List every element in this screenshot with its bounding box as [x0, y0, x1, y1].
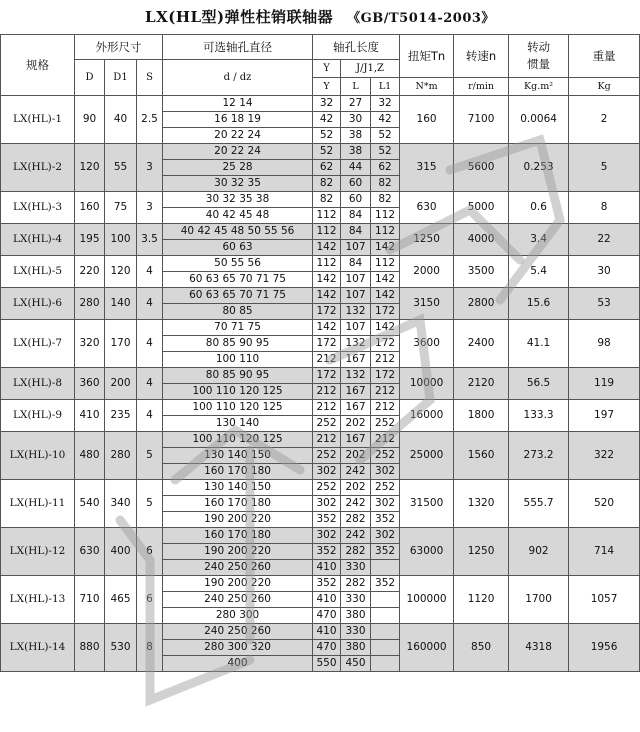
- header-S: S: [137, 60, 163, 96]
- length-l1-cell: 352: [371, 576, 400, 592]
- table-row: [1, 480, 640, 496]
- header-D1: D1: [105, 60, 137, 96]
- outer-s-cell: 8: [137, 624, 163, 672]
- inertia-cell: 0.0064: [509, 96, 569, 144]
- bore-cell: 160 170 180: [163, 496, 313, 512]
- bore-cell: 280 300 320: [163, 640, 313, 656]
- length-y-cell: 172: [313, 304, 341, 320]
- length-y-cell: 52: [313, 144, 341, 160]
- title-standard: 《GB/T5014-2003》: [347, 11, 495, 26]
- table-row: [1, 320, 640, 336]
- length-y-cell: 302: [313, 528, 341, 544]
- length-l1-cell: 112: [371, 208, 400, 224]
- weight-cell: 714: [569, 528, 640, 576]
- inertia-cell: 56.5: [509, 368, 569, 400]
- table-row: [1, 400, 640, 416]
- bore-cell: 100 110 120 125: [163, 384, 313, 400]
- spec-cell: LX(HL)-14: [1, 624, 75, 672]
- bore-cell: 190 200 220: [163, 576, 313, 592]
- inertia-cell: 4318: [509, 624, 569, 672]
- outer-d1-cell: 40: [105, 96, 137, 144]
- table-row: [1, 624, 640, 640]
- length-l-cell: 380: [341, 640, 371, 656]
- bore-cell: 25 28: [163, 160, 313, 176]
- bore-cell: 280 300: [163, 608, 313, 624]
- length-l-cell: 282: [341, 544, 371, 560]
- bore-cell: 240 250 260: [163, 624, 313, 640]
- header-torque-unit: N*m: [400, 78, 454, 96]
- speed-cell: 1120: [454, 576, 509, 624]
- length-l-cell: 242: [341, 528, 371, 544]
- length-y-cell: 82: [313, 176, 341, 192]
- outer-s-cell: 6: [137, 576, 163, 624]
- length-y-cell: 410: [313, 560, 341, 576]
- outer-d-cell: 160: [75, 192, 105, 224]
- length-y-cell: 142: [313, 240, 341, 256]
- length-l-cell: 84: [341, 208, 371, 224]
- length-y-cell: 212: [313, 352, 341, 368]
- spec-cell: LX(HL)-4: [1, 224, 75, 256]
- bore-cell: 40 42 45 48: [163, 208, 313, 224]
- outer-d-cell: 360: [75, 368, 105, 400]
- length-y-cell: 172: [313, 336, 341, 352]
- inertia-cell: 902: [509, 528, 569, 576]
- outer-d1-cell: 100: [105, 224, 137, 256]
- speed-cell: 2800: [454, 288, 509, 320]
- length-l1-cell: [371, 656, 400, 672]
- length-l-cell: 132: [341, 368, 371, 384]
- length-l-cell: 330: [341, 560, 371, 576]
- outer-d-cell: 630: [75, 528, 105, 576]
- outer-d-cell: 280: [75, 288, 105, 320]
- outer-d1-cell: 55: [105, 144, 137, 192]
- header-inertia-line1: 转动: [527, 40, 551, 54]
- bore-cell: 30 32 35 38: [163, 192, 313, 208]
- length-l-cell: 202: [341, 416, 371, 432]
- length-l1-cell: 142: [371, 320, 400, 336]
- length-l-cell: 450: [341, 656, 371, 672]
- header-speed: 转速n: [454, 35, 509, 78]
- length-y-cell: 112: [313, 224, 341, 240]
- length-l1-cell: 142: [371, 272, 400, 288]
- torque-cell: 1250: [400, 224, 454, 256]
- outer-d-cell: 880: [75, 624, 105, 672]
- header-weight: 重量: [569, 35, 640, 78]
- title-main: LX(HL型)弹性柱销联轴器: [145, 8, 334, 26]
- table-row: [1, 144, 640, 160]
- speed-cell: 4000: [454, 224, 509, 256]
- length-l-cell: 202: [341, 448, 371, 464]
- length-l1-cell: 252: [371, 416, 400, 432]
- outer-s-cell: 4: [137, 320, 163, 368]
- weight-cell: 1057: [569, 576, 640, 624]
- outer-d-cell: 195: [75, 224, 105, 256]
- length-l1-cell: [371, 560, 400, 576]
- speed-cell: 2120: [454, 368, 509, 400]
- table-row: [1, 256, 640, 272]
- length-l-cell: 330: [341, 592, 371, 608]
- outer-d-cell: 710: [75, 576, 105, 624]
- bore-cell: 100 110: [163, 352, 313, 368]
- length-l1-cell: 212: [371, 352, 400, 368]
- table-row: [1, 288, 640, 304]
- outer-d1-cell: 400: [105, 528, 137, 576]
- weight-cell: 119: [569, 368, 640, 400]
- torque-cell: 10000: [400, 368, 454, 400]
- outer-s-cell: 2.5: [137, 96, 163, 144]
- speed-cell: 1250: [454, 528, 509, 576]
- bore-cell: 190 200 220: [163, 544, 313, 560]
- length-l-cell: 38: [341, 128, 371, 144]
- outer-s-cell: 4: [137, 256, 163, 288]
- bore-cell: 130 140: [163, 416, 313, 432]
- outer-d1-cell: 340: [105, 480, 137, 528]
- bore-cell: 20 22 24: [163, 128, 313, 144]
- header-inertia-line2: 惯量: [527, 57, 551, 71]
- length-y-cell: 212: [313, 384, 341, 400]
- bore-cell: 60 63 65 70 71 75: [163, 272, 313, 288]
- torque-cell: 25000: [400, 432, 454, 480]
- bore-cell: 80 85: [163, 304, 313, 320]
- header-torque: 扭矩Tn: [400, 35, 454, 78]
- length-y-cell: 32: [313, 96, 341, 112]
- bore-cell: 160 170 180: [163, 464, 313, 480]
- length-l-cell: 107: [341, 240, 371, 256]
- inertia-cell: 133.3: [509, 400, 569, 432]
- speed-cell: 850: [454, 624, 509, 672]
- inertia-cell: 1700: [509, 576, 569, 624]
- bore-cell: 20 22 24: [163, 144, 313, 160]
- bore-cell: 240 250 260: [163, 560, 313, 576]
- inertia-cell: 15.6: [509, 288, 569, 320]
- bore-cell: 12 14: [163, 96, 313, 112]
- spec-cell: LX(HL)-8: [1, 368, 75, 400]
- outer-d1-cell: 280: [105, 432, 137, 480]
- bore-cell: 160 170 180: [163, 528, 313, 544]
- bore-cell: 30 32 35: [163, 176, 313, 192]
- length-l1-cell: 302: [371, 528, 400, 544]
- outer-s-cell: 5: [137, 480, 163, 528]
- bore-cell: 40 42 45 48 50 55 56: [163, 224, 313, 240]
- length-l1-cell: 52: [371, 128, 400, 144]
- outer-d-cell: 220: [75, 256, 105, 288]
- outer-s-cell: 4: [137, 288, 163, 320]
- header-inertia-unit: Kg.m²: [509, 78, 569, 96]
- speed-cell: 7100: [454, 96, 509, 144]
- length-l-cell: 167: [341, 400, 371, 416]
- torque-cell: 3150: [400, 288, 454, 320]
- header-L: L: [341, 78, 371, 96]
- length-y-cell: 252: [313, 448, 341, 464]
- outer-s-cell: 4: [137, 400, 163, 432]
- inertia-cell: 3.4: [509, 224, 569, 256]
- bore-cell: 80 85 90 95: [163, 336, 313, 352]
- torque-cell: 16000: [400, 400, 454, 432]
- outer-s-cell: 3: [137, 144, 163, 192]
- length-y-cell: 470: [313, 640, 341, 656]
- length-l1-cell: 172: [371, 368, 400, 384]
- length-l1-cell: 352: [371, 544, 400, 560]
- table-row: [1, 432, 640, 448]
- length-y-cell: 52: [313, 128, 341, 144]
- outer-d1-cell: 200: [105, 368, 137, 400]
- length-l-cell: 107: [341, 320, 371, 336]
- inertia-cell: 0.6: [509, 192, 569, 224]
- bore-cell: 70 71 75: [163, 320, 313, 336]
- header-bore: 可选轴孔直径: [163, 35, 313, 60]
- length-l-cell: 84: [341, 224, 371, 240]
- length-l1-cell: [371, 640, 400, 656]
- header-inertia: [509, 35, 569, 78]
- header-hole-length: 轴孔长度: [313, 35, 400, 60]
- weight-cell: 2: [569, 96, 640, 144]
- length-l-cell: 242: [341, 464, 371, 480]
- length-l-cell: 132: [341, 304, 371, 320]
- outer-d-cell: 90: [75, 96, 105, 144]
- torque-cell: 2000: [400, 256, 454, 288]
- length-l1-cell: [371, 608, 400, 624]
- header-Y: Y: [313, 60, 341, 78]
- speed-cell: 3500: [454, 256, 509, 288]
- outer-d1-cell: 170: [105, 320, 137, 368]
- header-Y-sub: Y: [313, 78, 341, 96]
- outer-d-cell: 540: [75, 480, 105, 528]
- length-l1-cell: 172: [371, 336, 400, 352]
- length-l1-cell: 82: [371, 176, 400, 192]
- outer-s-cell: 4: [137, 368, 163, 400]
- weight-cell: 322: [569, 432, 640, 480]
- length-l1-cell: 252: [371, 480, 400, 496]
- bore-cell: 60 63 65 70 71 75: [163, 288, 313, 304]
- length-l-cell: 107: [341, 272, 371, 288]
- bore-cell: 60 63: [163, 240, 313, 256]
- length-l1-cell: 142: [371, 240, 400, 256]
- speed-cell: 5600: [454, 144, 509, 192]
- bore-cell: 100 110 120 125: [163, 400, 313, 416]
- length-y-cell: 82: [313, 192, 341, 208]
- table-row: [1, 192, 640, 208]
- torque-cell: 630: [400, 192, 454, 224]
- length-y-cell: 62: [313, 160, 341, 176]
- length-y-cell: 142: [313, 320, 341, 336]
- page-title: [0, 0, 640, 34]
- header-row-1: [1, 35, 640, 60]
- outer-s-cell: 6: [137, 528, 163, 576]
- inertia-cell: 273.2: [509, 432, 569, 480]
- weight-cell: 22: [569, 224, 640, 256]
- length-l-cell: 167: [341, 352, 371, 368]
- spec-cell: LX(HL)-5: [1, 256, 75, 288]
- header-L1: L1: [371, 78, 400, 96]
- length-l1-cell: 212: [371, 432, 400, 448]
- outer-d1-cell: 140: [105, 288, 137, 320]
- bore-cell: 130 140 150: [163, 448, 313, 464]
- length-l-cell: 167: [341, 384, 371, 400]
- outer-d-cell: 480: [75, 432, 105, 480]
- header-spec: 规格: [1, 35, 75, 96]
- length-y-cell: 352: [313, 544, 341, 560]
- outer-s-cell: 3.5: [137, 224, 163, 256]
- bore-cell: 190 200 220: [163, 512, 313, 528]
- table-row: [1, 576, 640, 592]
- length-l1-cell: 212: [371, 400, 400, 416]
- length-l1-cell: 302: [371, 464, 400, 480]
- outer-s-cell: 3: [137, 192, 163, 224]
- speed-cell: 1800: [454, 400, 509, 432]
- header-weight-unit: Kg: [569, 78, 640, 96]
- table-row: [1, 224, 640, 240]
- weight-cell: 520: [569, 480, 640, 528]
- length-l-cell: 60: [341, 192, 371, 208]
- torque-cell: 160000: [400, 624, 454, 672]
- length-y-cell: 352: [313, 512, 341, 528]
- length-y-cell: 410: [313, 624, 341, 640]
- length-l1-cell: 82: [371, 192, 400, 208]
- length-l-cell: 242: [341, 496, 371, 512]
- bore-cell: 240 250 260: [163, 592, 313, 608]
- weight-cell: 30: [569, 256, 640, 288]
- outer-d1-cell: 235: [105, 400, 137, 432]
- outer-d-cell: 320: [75, 320, 105, 368]
- bore-cell: 130 140 150: [163, 480, 313, 496]
- outer-d-cell: 120: [75, 144, 105, 192]
- torque-cell: 3600: [400, 320, 454, 368]
- spec-cell: LX(HL)-6: [1, 288, 75, 320]
- length-l1-cell: 52: [371, 144, 400, 160]
- outer-d1-cell: 120: [105, 256, 137, 288]
- length-y-cell: 252: [313, 480, 341, 496]
- length-y-cell: 212: [313, 400, 341, 416]
- spec-cell: LX(HL)-3: [1, 192, 75, 224]
- header-speed-unit: r/min: [454, 78, 509, 96]
- table-row: [1, 368, 640, 384]
- length-l1-cell: [371, 592, 400, 608]
- length-y-cell: 352: [313, 576, 341, 592]
- bore-cell: 400: [163, 656, 313, 672]
- length-l-cell: 282: [341, 576, 371, 592]
- length-y-cell: 212: [313, 432, 341, 448]
- weight-cell: 1956: [569, 624, 640, 672]
- length-l-cell: 202: [341, 480, 371, 496]
- length-l1-cell: 142: [371, 288, 400, 304]
- weight-cell: 53: [569, 288, 640, 320]
- length-l-cell: 107: [341, 288, 371, 304]
- torque-cell: 100000: [400, 576, 454, 624]
- weight-cell: 5: [569, 144, 640, 192]
- spec-cell: LX(HL)-12: [1, 528, 75, 576]
- outer-d1-cell: 75: [105, 192, 137, 224]
- header-D: D: [75, 60, 105, 96]
- outer-d-cell: 410: [75, 400, 105, 432]
- length-y-cell: 112: [313, 208, 341, 224]
- length-y-cell: 252: [313, 416, 341, 432]
- spec-cell: LX(HL)-10: [1, 432, 75, 480]
- weight-cell: 197: [569, 400, 640, 432]
- length-y-cell: 172: [313, 368, 341, 384]
- spec-cell: LX(HL)-1: [1, 96, 75, 144]
- length-l1-cell: 112: [371, 256, 400, 272]
- length-l-cell: 132: [341, 336, 371, 352]
- length-l-cell: 330: [341, 624, 371, 640]
- length-l-cell: 30: [341, 112, 371, 128]
- length-y-cell: 550: [313, 656, 341, 672]
- table-row: [1, 96, 640, 112]
- length-l-cell: 380: [341, 608, 371, 624]
- length-l-cell: 27: [341, 96, 371, 112]
- length-l1-cell: 32: [371, 96, 400, 112]
- weight-cell: 98: [569, 320, 640, 368]
- inertia-cell: 5.4: [509, 256, 569, 288]
- speed-cell: 5000: [454, 192, 509, 224]
- spec-cell: LX(HL)-13: [1, 576, 75, 624]
- torque-cell: 31500: [400, 480, 454, 528]
- spec-table-body: [1, 35, 640, 672]
- length-l1-cell: 112: [371, 224, 400, 240]
- length-l1-cell: 172: [371, 304, 400, 320]
- length-y-cell: 142: [313, 288, 341, 304]
- bore-cell: 100 110 120 125: [163, 432, 313, 448]
- outer-s-cell: 5: [137, 432, 163, 480]
- length-y-cell: 142: [313, 272, 341, 288]
- speed-cell: 1320: [454, 480, 509, 528]
- torque-cell: 160: [400, 96, 454, 144]
- length-l1-cell: 352: [371, 512, 400, 528]
- length-l-cell: 282: [341, 512, 371, 528]
- spec-cell: LX(HL)-11: [1, 480, 75, 528]
- length-l-cell: 60: [341, 176, 371, 192]
- length-y-cell: 302: [313, 496, 341, 512]
- speed-cell: 1560: [454, 432, 509, 480]
- length-l1-cell: 62: [371, 160, 400, 176]
- spec-cell: LX(HL)-7: [1, 320, 75, 368]
- length-l-cell: 38: [341, 144, 371, 160]
- spec-cell: LX(HL)-2: [1, 144, 75, 192]
- length-y-cell: 112: [313, 256, 341, 272]
- speed-cell: 2400: [454, 320, 509, 368]
- length-l1-cell: [371, 624, 400, 640]
- table-row: [1, 528, 640, 544]
- length-l1-cell: 302: [371, 496, 400, 512]
- length-y-cell: 42: [313, 112, 341, 128]
- inertia-cell: 555.7: [509, 480, 569, 528]
- length-l1-cell: 42: [371, 112, 400, 128]
- header-outer-size: 外形尺寸: [75, 35, 163, 60]
- length-y-cell: 302: [313, 464, 341, 480]
- length-l1-cell: 212: [371, 384, 400, 400]
- torque-cell: 315: [400, 144, 454, 192]
- spec-cell: LX(HL)-9: [1, 400, 75, 432]
- torque-cell: 63000: [400, 528, 454, 576]
- header-bore-sub: d / dz: [163, 60, 313, 96]
- length-l-cell: 167: [341, 432, 371, 448]
- length-y-cell: 410: [313, 592, 341, 608]
- header-J-group: J/J1,Z: [341, 60, 400, 78]
- length-l1-cell: 252: [371, 448, 400, 464]
- spec-table: [0, 34, 640, 672]
- bore-cell: 50 55 56: [163, 256, 313, 272]
- length-y-cell: 470: [313, 608, 341, 624]
- inertia-cell: 0.253: [509, 144, 569, 192]
- length-l-cell: 44: [341, 160, 371, 176]
- length-l-cell: 84: [341, 256, 371, 272]
- bore-cell: 16 18 19: [163, 112, 313, 128]
- outer-d1-cell: 465: [105, 576, 137, 624]
- inertia-cell: 41.1: [509, 320, 569, 368]
- outer-d1-cell: 530: [105, 624, 137, 672]
- bore-cell: 80 85 90 95: [163, 368, 313, 384]
- weight-cell: 8: [569, 192, 640, 224]
